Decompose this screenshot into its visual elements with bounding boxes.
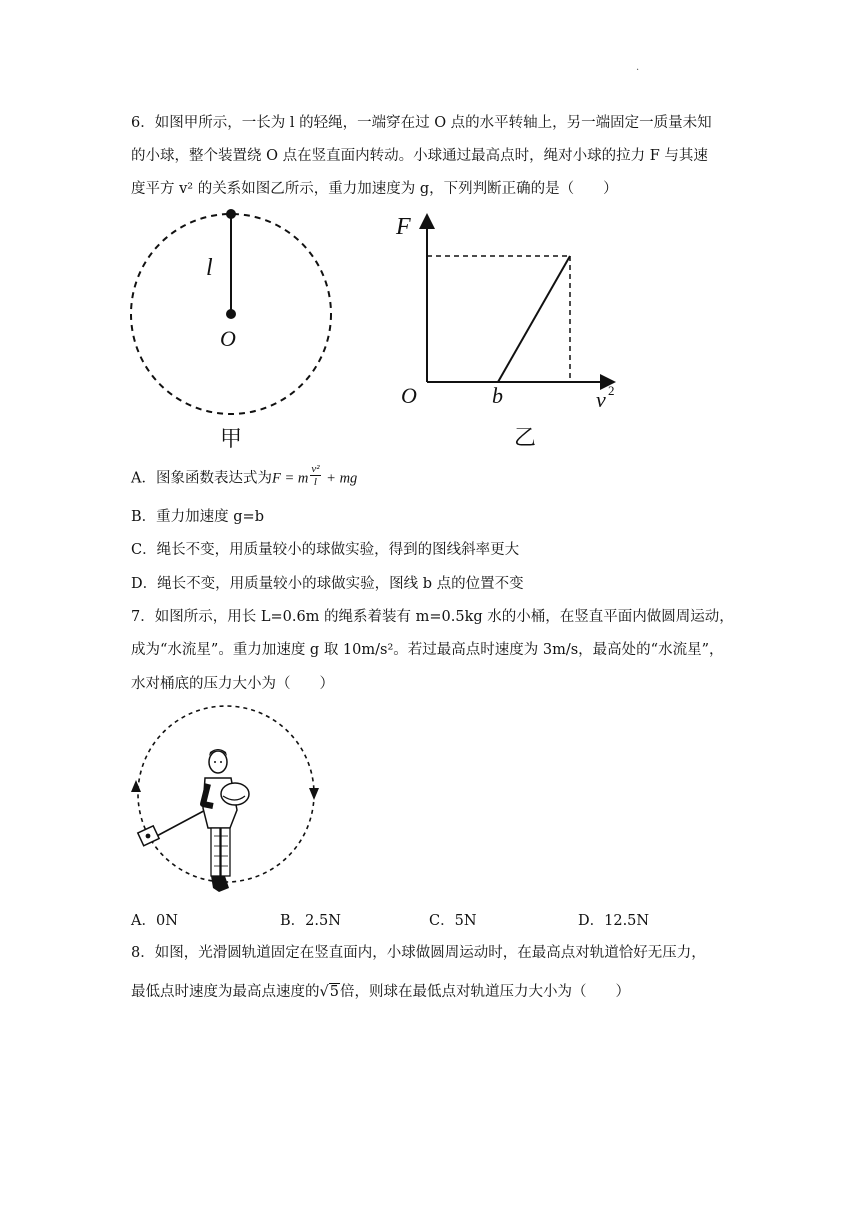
q7-option-d: D．12.5N (578, 913, 650, 929)
q6-option-b: B．重力加速度 g=b (131, 509, 264, 525)
q6-option-a (131, 463, 358, 492)
arrow-right-down-icon (309, 788, 319, 800)
formula-f: F (271, 470, 281, 487)
ball-top (226, 209, 236, 219)
sqrt-expression: √5 (319, 984, 339, 1000)
label-o: O (220, 326, 236, 351)
q7-option-c: C．5N (429, 913, 477, 929)
graph-line (498, 256, 570, 382)
figure-water-meteor (125, 700, 335, 900)
header-dot: . (636, 62, 640, 73)
q6-line-3: 度平方 v² 的关系如图乙所示，重力加速度为 g，下列判断正确的是（ ） (131, 181, 618, 197)
label-l: l (206, 255, 213, 281)
q8-line-1: 8．如图，光滑圆轨道固定在竖直面内，小球做圆周运动时，在最高点对轨道恰好无压力， (131, 945, 706, 961)
q8-line-2-pre: 最低点时速度为最高点速度的 (131, 984, 320, 1000)
fraction-numerator: v² (311, 463, 320, 475)
figure-jia (120, 200, 350, 455)
fraction-denominator: l (313, 476, 317, 488)
label-f: F (396, 214, 411, 240)
label-v: v (596, 387, 606, 412)
q7-line-2: 成为“水流星”。重力加速度 g 取 10m/s²。若过最高点时速度为 3m/s，最高处的“水流星”， (131, 642, 724, 658)
label-b: b (492, 383, 503, 408)
q6-option-d: D．绳长不变，用质量较小的球做实验，图线 b 点的位置不变 (131, 576, 524, 592)
label-v-exp: 2 (608, 383, 615, 398)
option-a-prefix: A．图象函数表达式为 (131, 470, 272, 487)
figure-yi (390, 205, 630, 455)
q7-option-a: A．0N (131, 913, 178, 929)
formula-eq: = m (280, 470, 309, 487)
q7-line-1: 7．如图所示，用长 L=0.6m 的绳系着装有 m=0.5kg 水的小桶，在竖直平面内做圆周运动， (131, 609, 734, 625)
q7-options (131, 909, 731, 931)
q6-line-2: 的小球，整个装置绕 O 点在竖直面内转动。小球通过最高点时，绳对小球的拉力 F 与其速 (131, 148, 708, 164)
label-o: O (401, 383, 417, 408)
q8-line-2-post: 倍，则球在最低点对轨道压力大小为（ ） (339, 984, 630, 1000)
caption-jia: 甲 (220, 427, 243, 452)
q6-line-1: 6．如图甲所示，一长为 l 的轻绳，一端穿在过 O 点的水平转轴上，另一端固定一质量未知 (131, 115, 712, 131)
person-figure (203, 749, 249, 892)
bucket-icon (138, 826, 159, 846)
q6-option-c: C．绳长不变，用质量较小的球做实验，得到的图线斜率更大 (131, 542, 520, 558)
caption-yi: 乙 (514, 426, 537, 451)
q8-line-2 (131, 982, 630, 1002)
formula-tail: + mg (322, 470, 358, 487)
axis-point (226, 309, 236, 319)
sqrt-radicand: 5 (329, 984, 339, 1000)
formula-fraction (310, 463, 320, 488)
q7-option-b: B．2.5N (280, 913, 341, 929)
q7-line-3: 水对桶底的压力大小为（ ） (131, 676, 334, 692)
